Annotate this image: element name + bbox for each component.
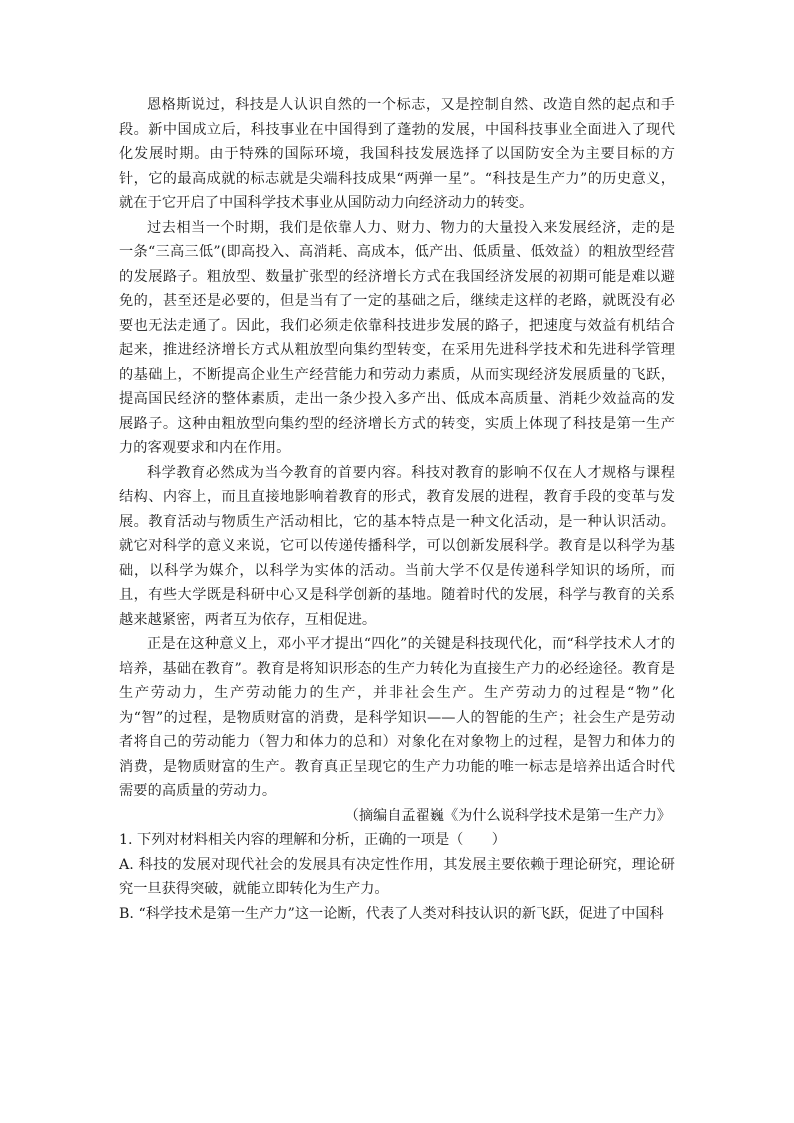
passage-source: （摘编自孟翟巍《为什么说科学技术是第一生产力》 <box>344 807 671 824</box>
passage-paragraph: 恩格斯说过，科技是人认识自然的一个标志，又是控制自然、改造自然的起点和手段。新中国成立后，科技事业在中国得到了蓬勃的发展，中国科技事业全面进入了现代化发展时期。由于特殊的国际环境，我国科技发展选择了以国防安全为主要目标的方针，它的最高成就的标志就是尖端科技成果“两弹一星”。“科技是生产力”的历史意义，就在于它开启了中国科学技术事业从国防动力向经济动力的转变。 <box>119 97 675 211</box>
passage-paragraph: 过去相当一个时期，我们是依靠人力、财力、物力的大量投入来发展经济，走的是一条“三高三低”(即高投入、高消耗、高成本，低产出、低质量、低效益）的粗放型经营的发展路子。粗放型、数量扩张型的经济增长方式在我国经济发展的初期可能是难以避免的，甚至还是必要的，但是当有了一定的基础之后，继续走这样的老路，就既没有必要也无法走通了。因此，我们必须走依靠科技进步发展的路子，把速度与效益有机结合起来，推进经济增长方式从粗放型向集约型转变，在采用先进科学技术和先进科学管理的基础上，不断提高企业生产经营能力和劳动力素质，从而实现经济发展质量的飞跃，提高国民经济的整体素质，走出一条少投入多产出、低成本高质量、消耗少效益高的发展路子。这种由粗放型向集约型的经济增长方式的转变，实质上体现了科技是第一生产力的客观要求和内在作用。 <box>119 219 675 456</box>
question-option-a: A. 科技的发展对现代社会的发展具有决定性作用，其发展主要依赖于理论研究，理论研究一旦获得突破，就能立即转化为生产力。 <box>119 856 675 897</box>
question-option-b: B. “科学技术是第一生产力”这一论断，代表了人类对科技认识的新飞跃，促进了中国科 <box>119 905 664 922</box>
question-stem: 1. 下列对材料相关内容的理解和分析，正确的一项是（ ） <box>119 832 506 848</box>
passage-paragraph: 正是在这种意义上，邓小平才提出“四化”的关键是科技现代化，而“科学技术人才的培养，基础在教育”。教育是将知识形态的生产力转化为直接生产力的必经途径。教育是生产劳动力，生产劳动能力的生产，并非社会生产。生产劳动力的过程是“物”化为“智”的过程，是物质财富的消费，是科学知识——人的智能的生产；社会生产是劳动者将自己的劳动能力（智力和体力的总和）对象化在对象物上的过程，是智力和体力的消费，是物质财富的生产。教育真正呈现它的生产力功能的唯一标志是培养出适合时代需要的高质量的劳动力。 <box>119 636 675 799</box>
passage-body <box>119 93 675 926</box>
passage-paragraph: 科学教育必然成为当今教育的首要内容。科技对教育的影响不仅在人才规格与课程结构、内容上，而且直接地影响着教育的形式，教育发展的进程，教育手段的变革与发展。教育活动与物质生产活动相比，它的基本特点是一种文化活动，是一种认识活动。就它对科学的意义来说，它可以传递传播科学，可以创新发展科学。教育是以科学为基础，以科学为媒介，以科学为实体的活动。当前大学不仅是传递科学知识的场所，而且，有些大学既是科研中心又是科学创新的基地。随着时代的发展，科学与教育的关系越来越紧密，两者互为依存，互相促进。 <box>119 464 675 628</box>
